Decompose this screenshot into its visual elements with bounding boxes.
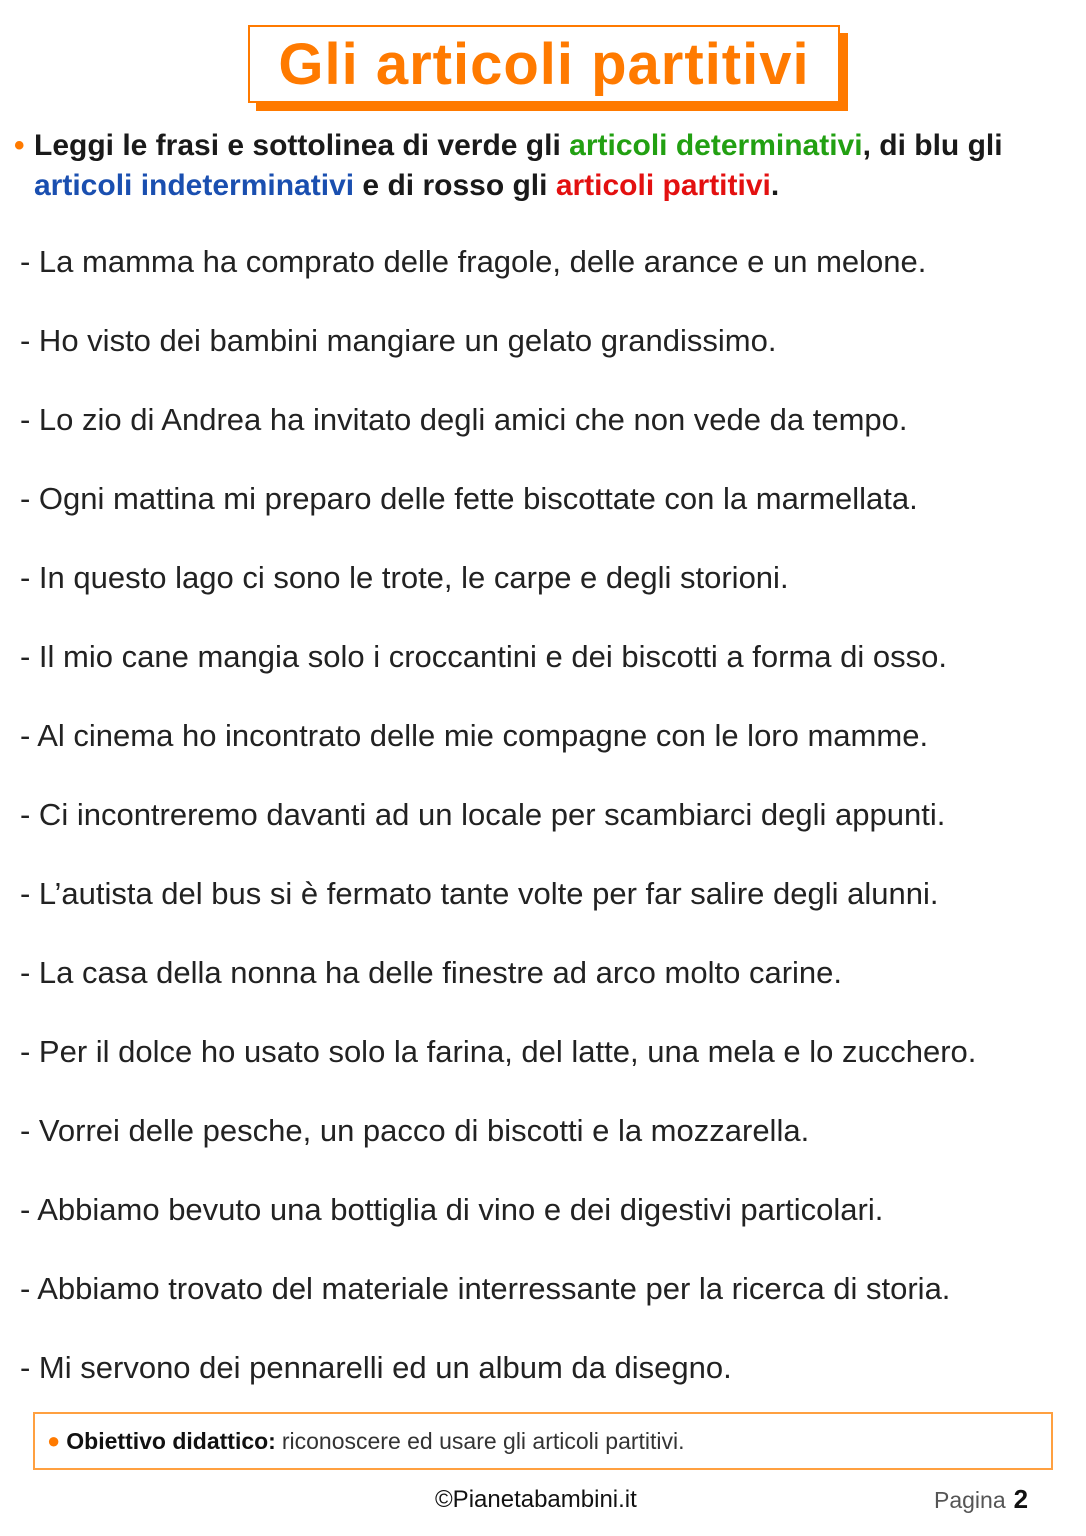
instruction — [14, 126, 1074, 206]
sentence: - Per il dolce ho usato solo la farina, del latte, una mela e lo zucchero. — [20, 1034, 977, 1069]
goal-text: riconoscere ed usare gli articoli partitivi. — [281, 1427, 685, 1454]
instruction-text: . — [770, 169, 780, 202]
sentence: - Ogni mattina mi preparo delle fette biscottate con la marmellata. — [20, 481, 918, 516]
sentence: - L’autista del bus si è fermato tante volte per far salire degli alunni. — [20, 876, 939, 911]
page-label: Pagina — [934, 1487, 1006, 1513]
sentence: - Mi servono dei pennarelli ed un album da disegno. — [20, 1350, 732, 1385]
sentence: - La mamma ha comprato delle fragole, delle arance e un melone. — [20, 244, 927, 279]
sentence: - Abbiamo trovato del materiale interressante per la ricerca di storia. — [20, 1271, 951, 1306]
sentence: - Vorrei delle pesche, un pacco di biscotti e la mozzarella. — [20, 1113, 810, 1148]
instruction-text: , di blu gli — [862, 129, 1003, 162]
instruction-blue: articoli indeterminativi — [34, 169, 355, 202]
bullet-icon: • — [14, 129, 25, 162]
sentence: - Abbiamo bevuto una bottiglia di vino e dei digestivi particolari. — [20, 1192, 884, 1227]
sentence: - Ho visto dei bambini mangiare un gelato grandissimo. — [20, 323, 777, 358]
instruction-text: e di rosso gli — [354, 169, 556, 202]
title-box — [248, 25, 840, 103]
footer-site: ©Pianetabambini.it — [435, 1486, 637, 1513]
instruction-text: Leggi le frasi e sottolinea di verde gli — [34, 129, 570, 162]
page-title: Gli articoli partitivi — [278, 31, 810, 97]
sentence: - Ci incontreremo davanti ad un locale per scambiarci degli appunti. — [20, 797, 946, 832]
sentence: - Il mio cane mangia solo i croccantini e dei biscotti a forma di osso. — [20, 639, 947, 674]
title-banner — [248, 25, 840, 103]
goal-box — [33, 1412, 1053, 1470]
page-indicator — [934, 1484, 1028, 1515]
sentence: - Lo zio di Andrea ha invitato degli amici che non vede da tempo. — [20, 402, 908, 437]
instruction-red: articoli partitivi — [555, 169, 771, 202]
bullet-icon: ● — [47, 1428, 61, 1453]
sentence-list — [20, 240, 976, 1425]
sentence: - In questo lago ci sono le trote, le carpe e degli storioni. — [20, 560, 789, 595]
page-number: 2 — [1013, 1484, 1029, 1514]
instruction-green: articoli determinativi — [569, 129, 863, 162]
sentence: - Al cinema ho incontrato delle mie compagne con le loro mamme. — [20, 718, 929, 753]
sentence: - La casa della nonna ha delle finestre ad arco molto carine. — [20, 955, 842, 990]
goal-label: Obiettivo didattico: — [66, 1427, 276, 1454]
